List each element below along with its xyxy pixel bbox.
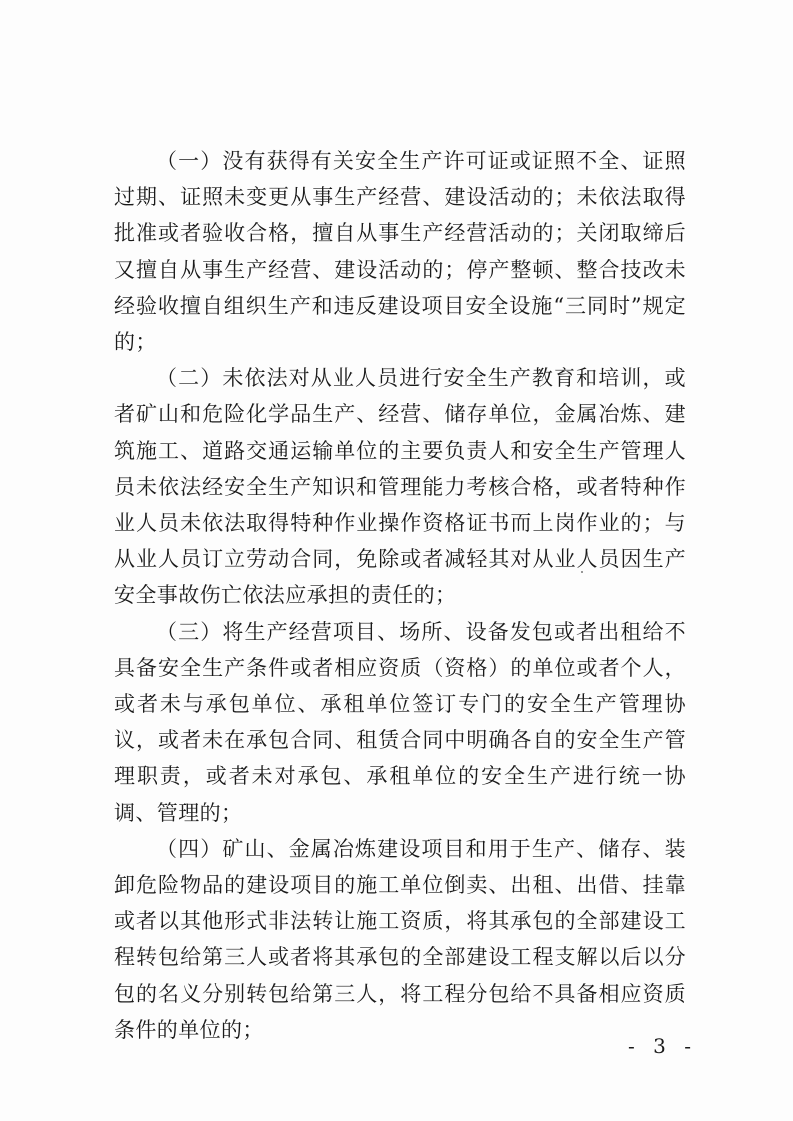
paragraph-item-2: （二）未依法对从业人员进行安全生产教育和培训，或者矿山和危险化学品生产、经营、储存单位，金属冶炼、建筑施工、道路交通运输单位的主要负责人和安全生产管理人员未依法经安全生产知识和管理能力考核合格，或者特种作业人员未依法取得特种作业操作资格证书而上岗作业的；与从业人员订立劳动合同，免除或者减轻其对从业人员因生产安全事故伤亡依法应承担的责任的； (114, 366, 686, 608)
paragraph-item-3: （三）将生产经营项目、场所、设备发包或者出租给不具备安全生产条件或者相应资质（资格）的单位或者个人，或者未与承包单位、承租单位签订专门的安全生产管理协议，或者未在承包合同、租赁合同中明确各自的安全生产管理职责，或者未对承包、承租单位的安全生产进行统一协调、管理的； (114, 619, 686, 825)
page-number: - 3 - (628, 1034, 697, 1058)
scan-speck (581, 571, 583, 573)
paragraph-item-1: （一）没有获得有关安全生产许可证或证照不全、证照过期、证照未变更从事生产经营、建设活动的；未依法取得批准或者验收合格，擅自从事生产经营活动的；关闭取缔后又擅自从事生产经营、建设活动的；停产整顿、整合技改未经验收擅自组织生产和违反建设项目安全设施“三同时”规定的； (114, 149, 686, 355)
paragraph-item-4: （四）矿山、金属冶炼建设项目和用于生产、储存、装卸危险物品的建设项目的施工单位倒卖、出租、出借、挂靠或者以其他形式非法转让施工资质，将其承包的全部建设工程转包给第三人或者将其承包的全部建设工程支解以后以分包的名义分别转包给第三人，将工程分包给不具备相应资质条件的单位的； (114, 836, 686, 1042)
document-body (114, 143, 686, 1048)
